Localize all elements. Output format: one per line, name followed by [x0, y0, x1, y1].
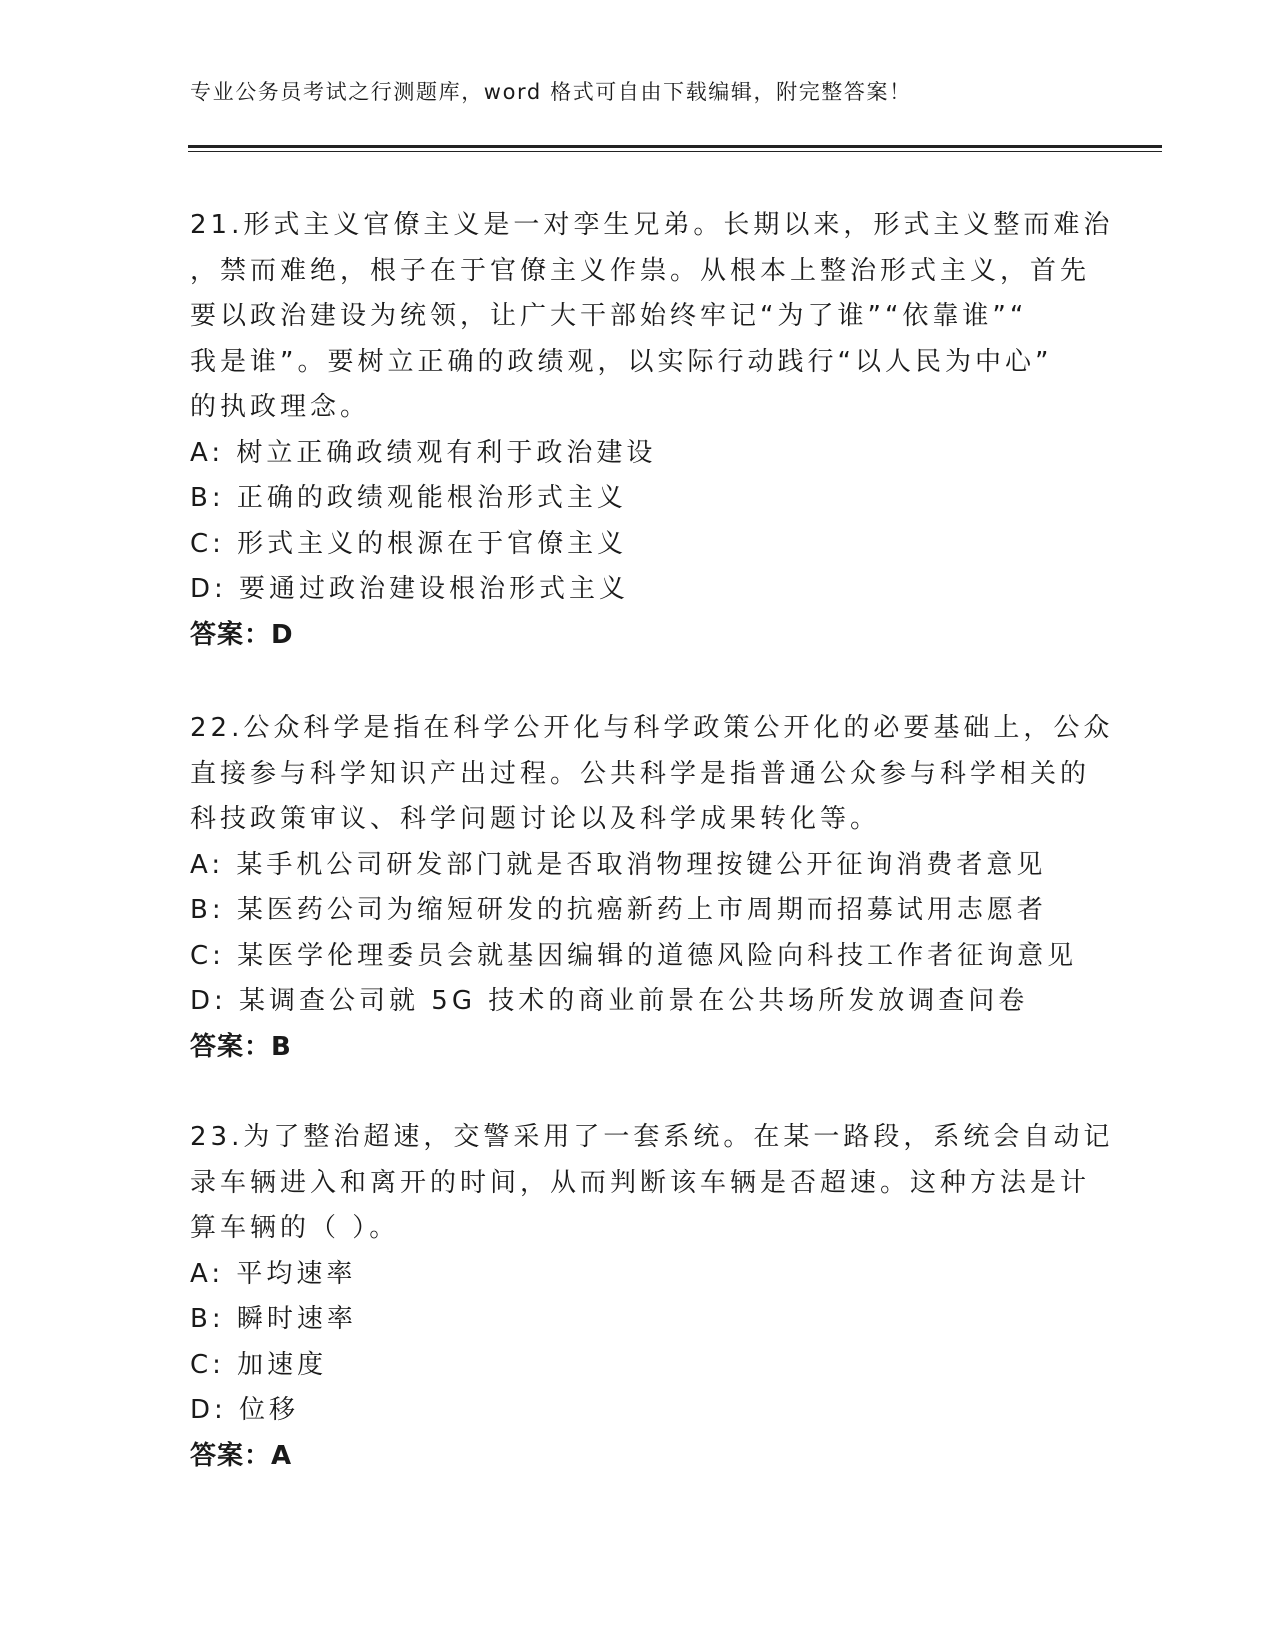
question-stem-line: 22.公众科学是指在科学公开化与科学政策公开化的必要基础上，公众: [190, 713, 1114, 743]
option-b: B: 正确的政绩观能根治形式主义: [190, 483, 627, 513]
option-c: C: 形式主义的根源在于官僚主义: [190, 528, 628, 559]
question-stem-line: 我是谁”。要树立正确的政绩观，以实际行动践行“以人民为中心”: [190, 346, 1053, 377]
question-stem-line: 23.为了整治超速，交警采用了一套系统。在某一路段，系统会自动记: [190, 1122, 1114, 1152]
answer: 答案：D: [190, 619, 294, 650]
option-b: B: 瞬时速率: [190, 1304, 357, 1334]
question-22: [190, 706, 1114, 1070]
option-a: A: 某手机公司研发部门就是否取消物理按键公开征询消费者意见: [190, 849, 1047, 880]
header-rule-thin: [188, 151, 1162, 152]
question-stem-line: 直接参与科学知识产出过程。公共科学是指普通公众参与科学相关的: [190, 758, 1091, 789]
answer: 答案：B: [190, 1031, 292, 1062]
option-d: D: 某调查公司就 5G 技术的商业前景在公共场所发放调查问卷: [190, 986, 1029, 1016]
option-b: B: 某医药公司为缩短研发的抗癌新药上市周期而招募试用志愿者: [190, 895, 1047, 925]
option-c: C: 加速度: [190, 1349, 328, 1380]
question-stem-line: ，禁而难绝，根子在于官僚主义作祟。从根本上整治形式主义，首先: [190, 255, 1091, 286]
question-21: [190, 203, 1114, 658]
header-rule-thick: [188, 145, 1162, 148]
question-stem-line: 科技政策审议、科学问题讨论以及科学成果转化等。: [190, 804, 881, 834]
question-stem-line: 21.形式主义官僚主义是一对孪生兄弟。长期以来，形式主义整而难治: [190, 210, 1114, 240]
question-stem-line: 算车辆的（ ）。: [190, 1213, 400, 1243]
option-d: D: 要通过政治建设根治形式主义: [190, 574, 630, 604]
answer: 答案：A: [190, 1440, 293, 1471]
option-c: C: 某医学伦理委员会就基因编辑的道德风险向科技工作者征询意见: [190, 940, 1078, 971]
question-stem-line: 要以政治建设为统领，让广大干部始终牢记“为了谁”“依靠谁”“: [190, 301, 1028, 331]
option-a: A: 树立正确政绩观有利于政治建设: [190, 437, 657, 468]
question-23: [190, 1115, 1114, 1479]
question-stem-line: 的执政理念。: [190, 392, 371, 422]
option-d: D: 位移: [190, 1395, 300, 1425]
question-stem-line: 录车辆进入和离开的时间，从而判断该车辆是否超速。这种方法是计: [190, 1167, 1091, 1198]
page-header: 专业公务员考试之行测题库，word 格式可自由下载编辑，附完整答案！: [190, 80, 912, 104]
option-a: A: 平均速率: [190, 1258, 357, 1289]
